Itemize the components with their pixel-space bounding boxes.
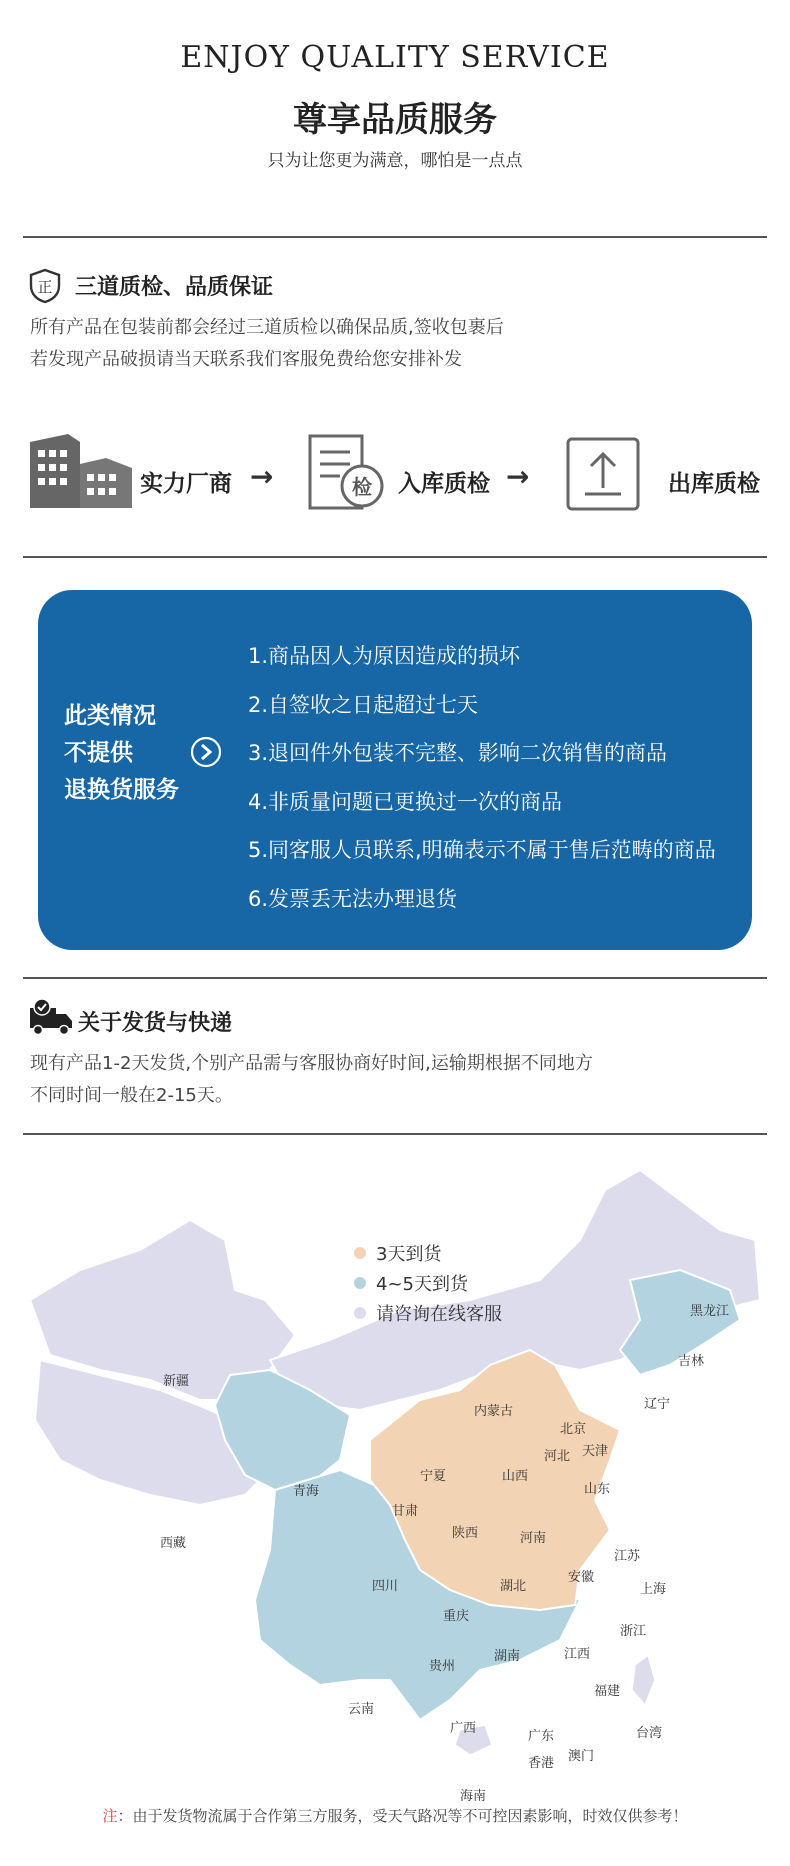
list-item: 4.非质量问题已更换过一次的商品 [248,789,563,814]
province-label: 吉林 [678,1354,705,1369]
legend-item-4-5-days: 4~5天到货 [354,1270,468,1296]
list-item: 3.退回件外包装不完整、影响二次销售的商品 [248,741,668,765]
province-label: 湖北 [500,1579,527,1594]
inspect-char: 检 [352,475,372,499]
legend-dot [354,1307,366,1319]
step-warehouse-inbound: 入库质检 [398,471,490,497]
province-label: 天津 [582,1444,609,1459]
no-return-list [248,632,716,923]
province-label: 黑龙江 [690,1304,730,1319]
province-label: 北京 [560,1422,587,1437]
no-return-heading-line: 此类情况 [64,703,156,729]
province-label: 广西 [450,1721,477,1736]
delivery-truck-icon [28,998,74,1036]
province-label: 安徽 [568,1570,595,1585]
legend-dot [354,1277,366,1289]
province-label: 宁夏 [420,1469,447,1484]
subtitle: 只为让您更为满意，哪怕是一点点 [267,151,523,171]
province-label: 江苏 [614,1549,641,1564]
inspection-document-icon [306,432,388,512]
province-label: 云南 [348,1702,375,1717]
title-chinese: 尊享品质服务 [293,100,497,140]
legend-item-consult: 请咨询在线客服 [354,1300,502,1326]
list-item: 5.同客服人员联系,明确表示不属于售后范畴的商品 [248,838,716,862]
province-label: 上海 [640,1582,667,1597]
province-label: 江西 [564,1647,591,1662]
province-label: 辽宁 [644,1397,671,1412]
divider [23,1133,767,1135]
shipping-text-line1: 现有产品1-2天发货,个别产品需与客服协商好时间,运输期根据不同地方 [30,1053,593,1074]
no-return-heading-line: 不提供 [64,740,133,766]
province-label: 重庆 [443,1609,470,1624]
factory-building-icon [28,428,132,510]
province-label: 台湾 [636,1726,663,1741]
province-label: 广东 [528,1729,555,1744]
province-label: 贵州 [429,1659,456,1674]
shipping-title: 关于发货与快递 [78,1011,233,1036]
province-label: 山东 [584,1482,611,1497]
arrow-right-icon: → [506,460,530,493]
footnote [0,1805,790,1826]
upload-box-icon [565,436,641,512]
province-label: 福建 [594,1684,621,1699]
quality-text-line2: 若发现产品破损请当天联系我们客服免费给您安排补发 [30,349,462,370]
province-label: 山西 [502,1469,529,1484]
shield-icon-char: 正 [37,278,53,296]
footnote-prefix: 注 [102,1807,118,1825]
province-label: 四川 [372,1579,399,1594]
chevron-right-circle-icon [190,736,222,768]
footnote-text: ：由于发货物流属于合作第三方服务，受天气路况等不可控因素影响，时效仅供参考！ [117,1807,688,1825]
quality-text-line1: 所有产品在包装前都会经过三道质检以确保品质,签收包裹后 [30,317,504,338]
divider [23,556,767,558]
divider [23,977,767,979]
no-return-heading-line: 退换货服务 [64,777,179,803]
list-item: 6.发票丢无法办理退货 [248,886,458,911]
province-label: 陕西 [452,1526,479,1541]
province-label: 河南 [520,1531,547,1546]
list-item: 2.自签收之日起超过七天 [248,692,479,717]
step-manufacturer: 实力厂商 [140,471,232,497]
province-label: 甘肃 [392,1504,419,1519]
quality-title: 三道质检、品质保证 [75,275,274,300]
divider [23,236,767,238]
province-label: 湖南 [494,1649,521,1664]
list-item: 1.商品因人为原因造成的损坏 [248,644,521,668]
legend-item-3-days: 3天到货 [354,1240,441,1266]
shipping-text-line2: 不同时间一般在2-15天。 [30,1085,233,1106]
taiwan-region [632,1655,655,1705]
province-label: 西藏 [160,1536,187,1551]
province-label: 海南 [460,1789,487,1804]
arrow-right-icon: → [250,460,274,493]
step-warehouse-outbound: 出库质检 [668,471,760,497]
province-label: 浙江 [620,1624,647,1639]
province-label: 澳门 [568,1749,595,1764]
no-return-heading [64,698,179,809]
shield-icon [28,268,62,304]
province-label: 河北 [544,1449,571,1464]
province-label: 内蒙古 [474,1404,514,1419]
province-label: 香港 [528,1756,555,1771]
title-english: ENJOY QUALITY SERVICE [180,40,610,75]
legend-dot [354,1247,366,1259]
province-label: 新疆 [163,1374,190,1389]
province-label: 青海 [293,1484,320,1499]
